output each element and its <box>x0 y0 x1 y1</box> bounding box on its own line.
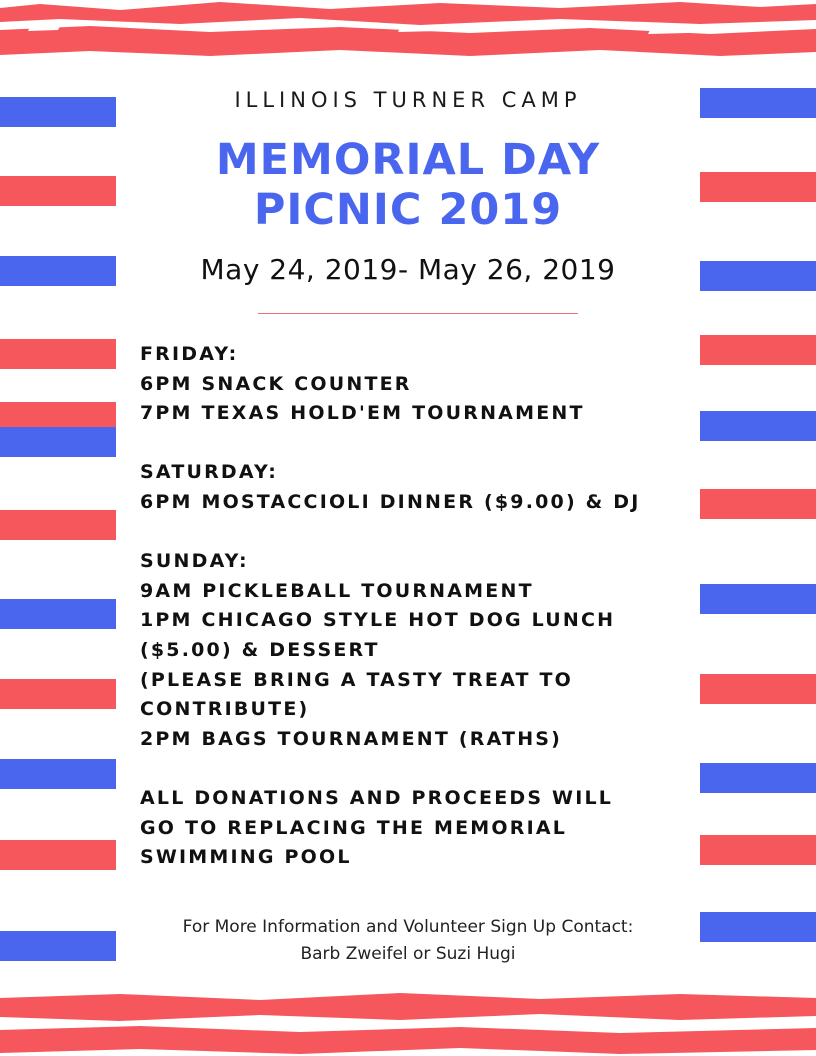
left-stripe-red <box>0 510 116 540</box>
schedule-item: ($5.00) & DESSERT <box>140 638 380 661</box>
event-title <box>120 135 696 235</box>
contact-info <box>120 914 696 968</box>
friday-heading: FRIDAY: <box>140 343 239 365</box>
schedule-item: CONTRIBUTE) <box>140 698 310 721</box>
left-stripe-blue <box>0 427 116 457</box>
right-stripe-blue <box>700 584 816 614</box>
left-stripe-blue <box>0 931 116 961</box>
left-stripe-red <box>0 679 116 709</box>
donation-note-line: GO TO REPLACING THE MEMORIAL <box>140 816 568 839</box>
right-stripe-blue <box>700 763 816 793</box>
left-stripe-blue <box>0 256 116 286</box>
right-stripe-blue <box>700 261 816 291</box>
right-stripe-blue <box>700 912 816 942</box>
right-stripe-red <box>700 835 816 865</box>
bottom-stripe-band <box>0 990 816 1056</box>
left-stripe-red <box>0 840 116 870</box>
schedule-item: 6PM SNACK COUNTER <box>140 372 412 395</box>
right-stripe-red <box>700 489 816 519</box>
schedule <box>140 340 700 873</box>
sunday-heading: SUNDAY: <box>140 550 249 573</box>
left-stripe-blue <box>0 599 116 629</box>
right-stripe-blue <box>700 88 816 118</box>
contact-names: Barb Zweifel or Suzi Hugi <box>300 944 516 964</box>
schedule-item: 2PM BAGS TOURNAMENT (RATHS) <box>140 727 563 750</box>
schedule-item: (PLEASE BRING A TASTY TREAT TO <box>140 668 573 691</box>
divider <box>258 313 578 314</box>
donation-note-line: SWIMMING POOL <box>140 846 352 869</box>
right-stripe-red <box>700 674 816 704</box>
event-dates: May 24, 2019- May 26, 2019 <box>200 253 616 286</box>
organization-name: ILLINOIS TURNER CAMP <box>234 88 582 112</box>
schedule-item: 6PM MOSTACCIOLI DINNER ($9.00) & DJ <box>140 490 641 513</box>
schedule-item: 7PM TEXAS HOLD'EM TOURNAMENT <box>140 402 585 425</box>
event-title-line2: PICNIC 2019 <box>253 185 563 235</box>
right-stripe-blue <box>700 411 816 441</box>
donation-note-line: ALL DONATIONS AND PROCEEDS WILL <box>140 786 614 809</box>
left-stripe-blue <box>0 97 116 127</box>
left-stripe-red <box>0 339 116 369</box>
event-title-line1: MEMORIAL DAY <box>215 135 601 185</box>
right-stripe-red <box>700 172 816 202</box>
left-stripe-blue <box>0 759 116 789</box>
schedule-item: 1PM CHICAGO STYLE HOT DOG LUNCH <box>140 609 616 632</box>
left-stripe-red <box>0 176 116 206</box>
contact-info-line1: For More Information and Volunteer Sign Up Contact: <box>182 917 634 937</box>
top-stripe-band <box>0 0 816 58</box>
saturday-heading: SATURDAY: <box>140 461 279 484</box>
schedule-item: 9AM PICKLEBALL TOURNAMENT <box>140 579 534 602</box>
right-stripe-red <box>700 335 816 365</box>
